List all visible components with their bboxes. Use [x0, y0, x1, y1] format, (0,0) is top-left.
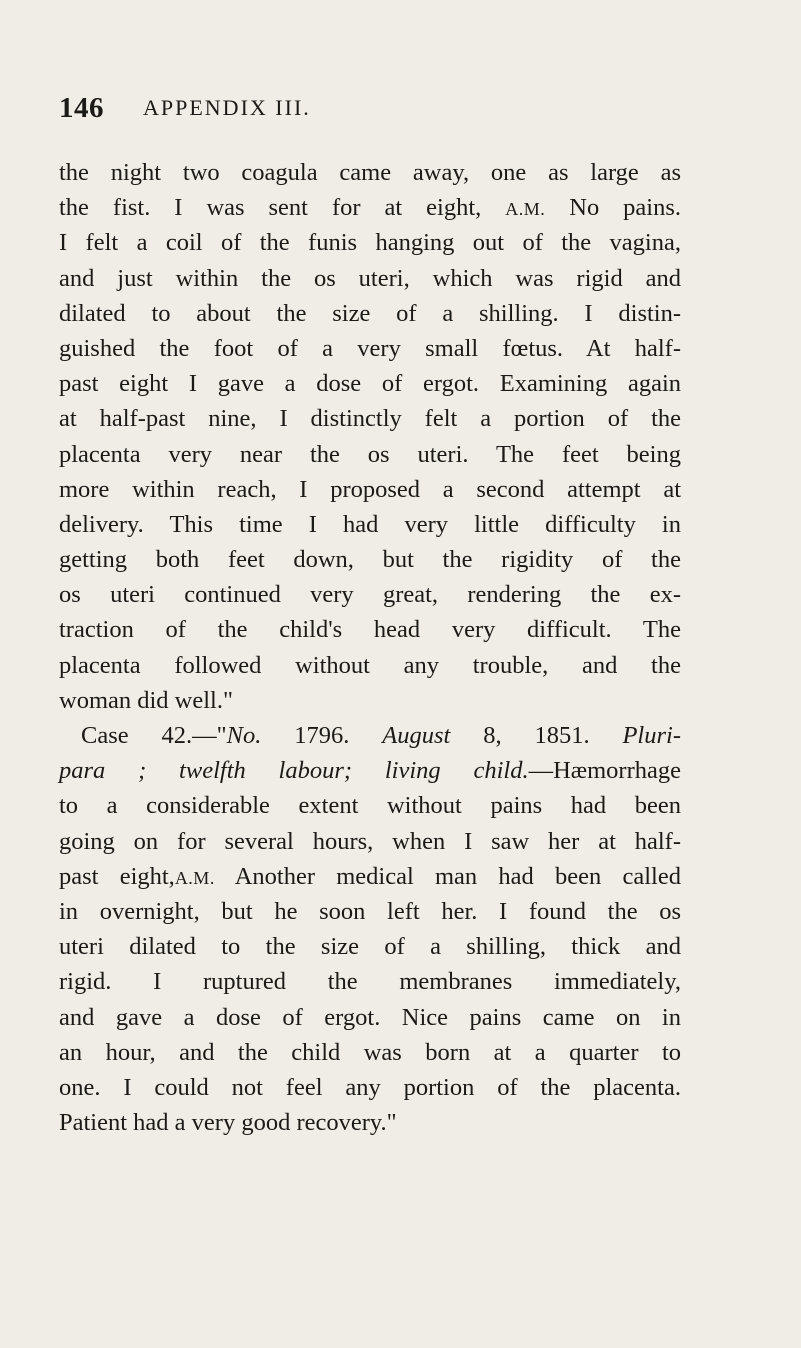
running-head: [59, 92, 681, 132]
text-line: placenta very near the os uteri. The feet being: [59, 440, 681, 468]
text-line: past eight I gave a dose of ergot. Examining again: [59, 370, 681, 398]
running-title: APPENDIX III.: [143, 95, 311, 120]
text-line: and gave a dose of ergot. Nice pains came on in: [59, 1003, 681, 1031]
case-date: 8, 1851.: [450, 722, 623, 749]
text-line: an hour, and the child was born at a quarter to: [59, 1038, 681, 1066]
case-date-label: August: [382, 722, 451, 749]
text-line: I felt a coil of the funis hanging out of the vagina,: [59, 229, 681, 257]
case-number: 1796.: [261, 722, 383, 749]
text-line: to a considerable extent without pains had been: [59, 792, 681, 820]
page-number: 146: [59, 92, 104, 124]
case-desc-line: [59, 753, 681, 788]
text-line: and just within the os uteri, which was rigid and: [59, 264, 681, 292]
text-line: in overnight, but he soon left her. I found the os: [59, 897, 681, 925]
text-line: the fist. I was sent for at eight, A.M. No pains.: [59, 194, 682, 222]
text-line: guished the foot of a very small fœtus. At half-: [59, 334, 681, 362]
text-line: more within reach, I proposed a second attempt at: [59, 475, 681, 503]
text-line: dilated to about the size of a shilling. I distin-: [59, 299, 681, 327]
time-abbrev: A.M.: [505, 199, 546, 220]
case-label: Case 42.—": [81, 722, 227, 749]
text-line: at half-past nine, I distinctly felt a portion of the: [59, 405, 681, 433]
text-line: os uteri continued very great, rendering the ex-: [59, 581, 681, 609]
text-line: Patient had a very good recovery.": [59, 1109, 397, 1137]
case-desc-start: Pluri-: [622, 722, 681, 749]
text-line: the night two coagula came away, one as large as: [59, 159, 681, 186]
case-heading-line: [59, 718, 681, 753]
case-desc-continuation: —Hæmorrhage: [528, 757, 681, 785]
text-line: past eight,A.M. Another medical man had been called: [59, 862, 681, 890]
text-line: one. I could not feel any portion of the placenta.: [59, 1073, 681, 1101]
text-line: getting both feet down, but the rigidity of the: [59, 546, 681, 574]
text-line: placenta followed without any trouble, and the: [59, 651, 681, 679]
text-line: uteri dilated to the size of a shilling, thick and: [59, 933, 681, 961]
case-description: para ; twelfth labour; living child.: [59, 757, 529, 785]
text-line: going on for several hours, when I saw her at half-: [59, 827, 681, 855]
body-text: [59, 155, 681, 1140]
text-line: rigid. I ruptured the membranes immediately,: [59, 968, 681, 996]
text-line: traction of the child's head very difficult. The: [59, 616, 681, 644]
time-abbrev: A.M.: [174, 867, 215, 888]
case-number-label: No.: [226, 722, 262, 749]
text-line: woman did well.": [59, 686, 233, 714]
text-line: delivery. This time I had very little difficulty in: [59, 510, 681, 538]
